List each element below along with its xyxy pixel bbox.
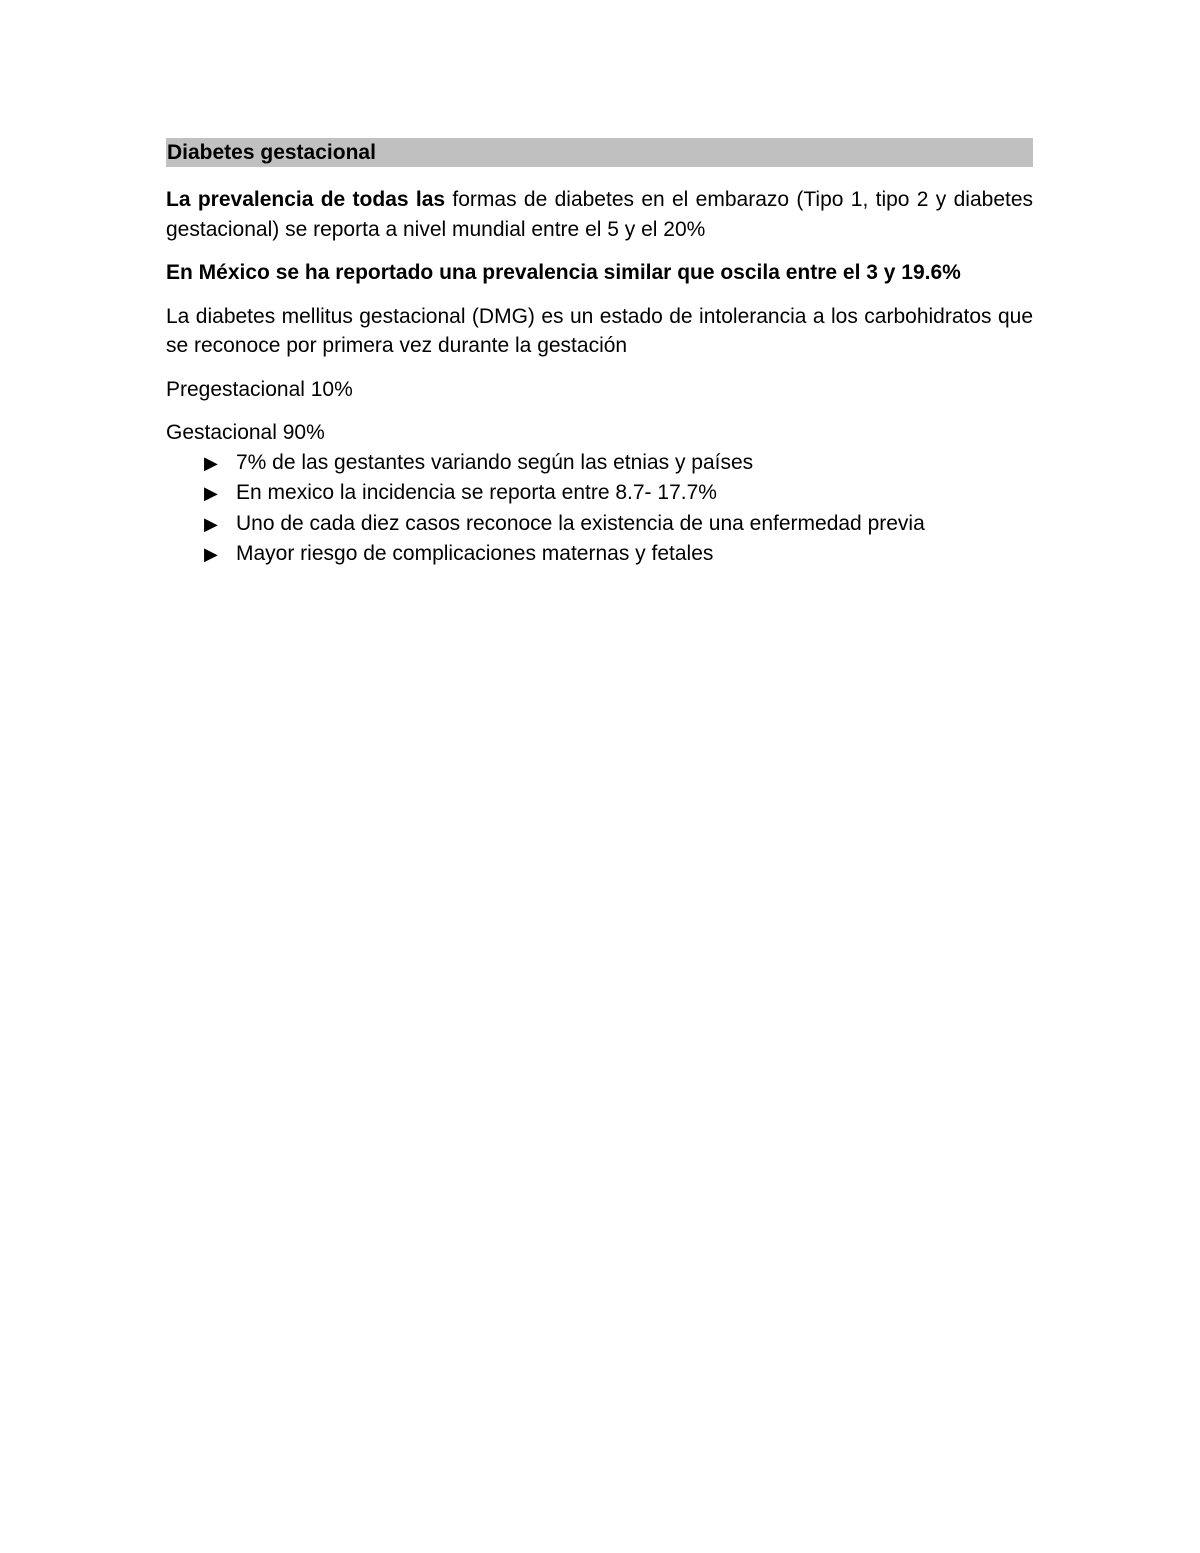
- paragraph-pregestacional: Pregestacional 10%: [166, 377, 353, 401]
- list-item-text: 7% de las gestantes variando según las etnias y países: [236, 450, 754, 474]
- paragraph-bold-lead: La prevalencia de todas las: [166, 188, 446, 211]
- document-page: [166, 138, 1033, 570]
- triangle-right-icon: ▶: [204, 513, 218, 534]
- paragraph-rest: formas de diabetes en el embarazo (Tipo 1, tipo 2 y diabetes gestacional) se reporta a nivel mundial entre el 5 y el 20%: [166, 188, 1034, 241]
- list-item: [204, 448, 1033, 479]
- section-heading: Diabetes gestacional: [166, 138, 1033, 167]
- triangle-right-icon: ▶: [204, 544, 218, 564]
- list-item: [204, 509, 1033, 540]
- list-item-text: Mayor riesgo de complicaciones maternas y fetales: [236, 542, 714, 565]
- triangle-right-icon: ▶: [204, 483, 218, 503]
- list-item-text: En mexico la incidencia se reporta entre 8.7- 17.7%: [236, 481, 717, 504]
- list-item: [204, 539, 1033, 570]
- paragraph-prevalence-mexico: En México se ha reportado una prevalencia similar que oscila entre el 3 y 19.6%: [166, 261, 961, 284]
- bullet-list: [166, 448, 1033, 570]
- paragraph-prevalence-world: [166, 185, 1033, 244]
- triangle-right-icon: ▶: [204, 452, 218, 473]
- paragraph-dmg-definition: La diabetes mellitus gestacional (DMG) es un estado de intolerancia a los carbohidratos que se reconoce por primera vez durante la gestación: [166, 304, 1033, 357]
- paragraph-gestacional: Gestacional 90%: [166, 421, 325, 444]
- list-item-text: Uno de cada diez casos reconoce la existencia de una enfermedad previa: [236, 511, 925, 535]
- list-item: [204, 478, 1033, 509]
